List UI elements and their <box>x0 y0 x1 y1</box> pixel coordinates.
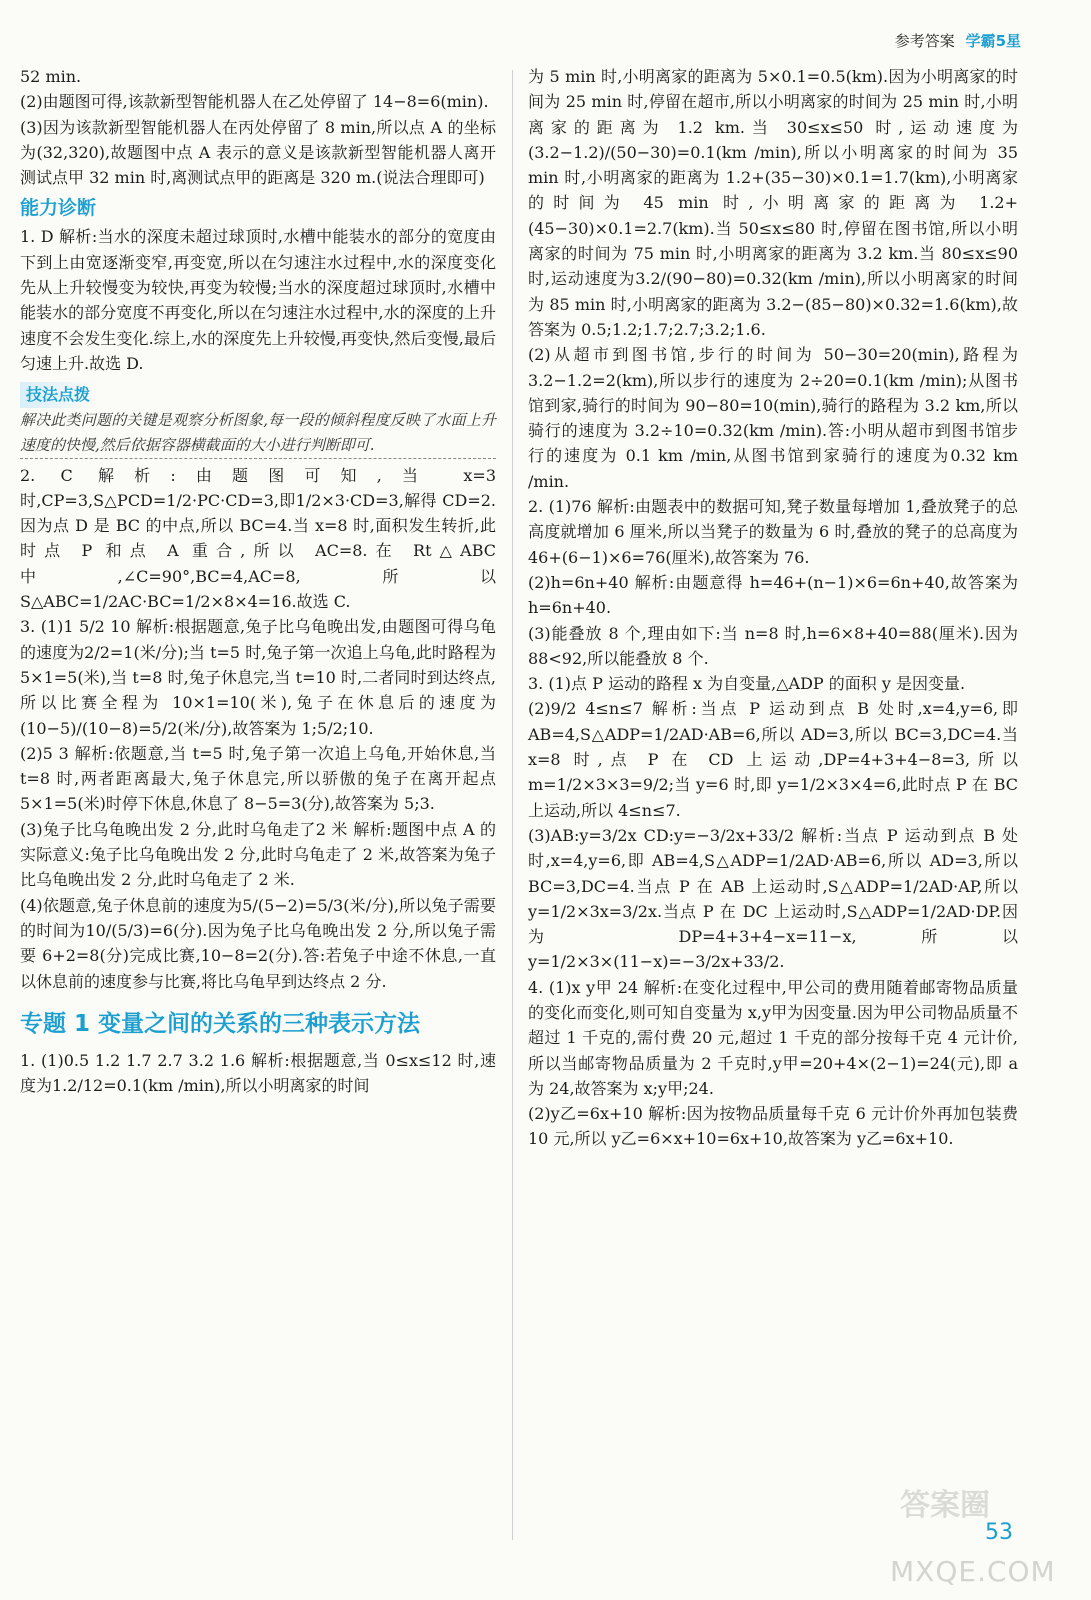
section-title: 能力诊断 <box>20 197 97 220</box>
answer-paragraph: (3)能叠放 8 个,理由如下:当 n=8 时,h=6×8+40=88(厘米).因为 88<92,所以能叠放 8 个. <box>528 623 1018 668</box>
answer-paragraph: 1. D 解析:当水的深度未超过球顶时,水槽中能装水的部分的宽度由下到上由宽逐渐变窄,再变宽,所以在匀速注水过程中,水的深度变化先从上升较慢变为较快,再变为较慢;当水的深度超过球顶时,水槽中能装水的部分宽度不再变化,所以在匀速注水过程中,水的深度的上升速度不会发生变化.综上,水的深度先上升较慢,再变快,然后变慢,最后匀速上升.故选 D. <box>20 227 496 373</box>
tip-text: 解决此类问题的关键是观察分析图象,每一段的倾斜程度反映了水面上升速度的快慢,然后依据容器横截面的大小进行判断即可. <box>20 408 496 459</box>
answer-paragraph: 2. (1)76 解析:由题表中的数据可知,凳子数量每增加 1,叠放凳子的总高度就增加 6 厘米,所以当凳子的数量为 6 时,叠放的凳子的总高度为 46+(6−1)×6=76(厘米),故答案为 76. <box>528 497 1018 567</box>
answer-paragraph: (2)5 3 解析:依题意,当 t=5 时,兔子第一次追上乌龟,开始休息,当 t=8 时,两者距离最大,兔子休息完,所以骄傲的兔子在离开起点 5×1=5(米)时停下休息,休息了 8−5=3(分),故答案为 5;3. <box>20 743 496 814</box>
watermark: 答案圈 <box>900 1488 990 1523</box>
topic-title: 专题 1 变量之间的关系的三种表示方法 <box>20 1010 421 1037</box>
answer-paragraph: 3. (1)1 5/2 10 解析:根据题意,兔子比乌龟晚出发,由题图可得乌龟的速度为2/2=1(米/分);当 t=5 时,兔子第一次追上乌龟,此时路程为 5×1=5(米),当 t=8 时,兔子休息完,当 t=10 时,二者同时到达终点,所以比赛全程为 10×1=10(米),兔子在休息后的速度为(10−5)/(10−8)=5/2(米/分),故答案为 1;5/2;10. <box>20 617 496 738</box>
answer-paragraph: 4. (1)x y甲 24 解析:在变化过程中,甲公司的费用随着邮寄物品质量的变化而变化,则可知自变量为 x,y甲为因变量.因为甲公司物品质量不超过 1 千克的,需付费 20 元,超过 1 千克的部分按每千克 4 元计价,所以当邮寄物品质量为 2 千克时,y甲=20+4×(2−1)=24(元),即 a 为 24,故答案为 x;y甲;24. <box>528 977 1018 1098</box>
answer-paragraph: (3)因为该款新型智能机器人在丙处停留了 8 min,所以点 A 的坐标为(32,320),故题图中点 A 表示的意义是该款新型智能机器人离开测试点甲 32 min 时,离测试点甲的距离是 320 m.(说法合理即可) <box>20 117 496 188</box>
answer-paragraph: 52 min. <box>20 67 82 86</box>
left-column <box>20 64 496 1098</box>
answer-paragraph: (2)y乙=6x+10 解析:因为按物品质量每千克 6 元计价外再加包装费 10 元,所以 y乙=6×x+10=6x+10,故答案为 y乙=6x+10. <box>528 1104 1018 1149</box>
answer-paragraph: 3. (1)点 P 运动的路程 x 为自变量,△ADP 的面积 y 是因变量. <box>528 674 966 694</box>
page-number: 53 <box>985 1520 1013 1545</box>
answer-paragraph: 2. C 解析:由题图可知,当 x=3 时,CP=3,S△PCD=1/2·PC·CD=3,即1/2×3·CD=3,解得 CD=2.因为点 D 是 BC 的中点,所以 BC=4.当 x=8 时,面积发生转折,此时点 P 和点 A 重合,所以 AC=8.在 Rt△ABC 中,∠C=90°,BC=4,AC=8,所以 S△ABC=1/2AC·BC=1/2×8×4=16.故选 C. <box>20 465 496 612</box>
watermark-url: MXQE.COM <box>890 1555 1056 1588</box>
page-header <box>895 30 1021 51</box>
answer-paragraph: (2)由题图可得,该款新型智能机器人在乙处停留了 14−8=6(min). <box>20 92 489 112</box>
column-divider <box>512 70 513 1540</box>
answer-paragraph: 为 5 min 时,小明离家的距离为 5×0.1=0.5(km).因为小明离家的时间为 25 min 时,停留在超市,所以小明离家的时间为 25 min 时,小明离家的距离为 1.2 km.当 30≤x≤50 时,运动速度为(3.2−1.2)/(50−30)=0.1(km /min),所以小明离家的时间为 35 min 时,小明离家的距离为 1.2+(35−30)×0.1=1.7(km),小明离家的时间为 45 min 时,小明离家的距离为 1.2+(45−30)×0.1=2.7(km).当 50≤x≤80 时,停留在图书馆,所以小明离家的时间为 75 min 时,小明离家的距离为 3.2 km.当 80≤x≤90 时,运动速度为3.2/(90−80)=0.32(km /min),所以小明离家的时间为 85 min 时,小明离家的距离为 3.2−(85−80)×0.32=1.6(km),故答案为 0.5;1.2;1.7;2.7;3.2;1.6. <box>528 67 1018 339</box>
answer-paragraph: (2)9/2 4≤n≤7 解析:当点 P 运动到点 B 处时,x=4,y=6,即 AB=4,S△ADP=1/2AD·AB=6,所以 AD=3,所以 BC=3,DC=4.当 x=8 时,点 P 在 CD 上运动,DP=4+3+4−8=3,所以 m=1/2×3×3=9/2;当 y=6 时,即 y=1/2×3×4=6,此时点 P 在 BC 上运动,所以 4≤n≤7. <box>528 699 1018 820</box>
answer-paragraph: (2)从超市到图书馆,步行的时间为 50−30=20(min),路程为 3.2−1.2=2(km),所以步行的速度为 2÷20=0.1(km /min);从图书馆到家,骑行的时间为 90−80=10(min),骑行的路程为 3.2 km,所以骑行的速度为 3.2÷10=0.32(km /min).答:小明从超市到图书馆步行的速度为 0.1 km /min,从图书馆到家骑行的速度为0.32 km /min. <box>528 345 1018 491</box>
brand-logo: 学霸5星 <box>965 32 1021 50</box>
answer-paragraph: (4)依题意,兔子休息前的速度为5/(5−2)=5/3(米/分),所以兔子需要的时间为10/(5/3)=6(分).因为兔子比乌龟晚出发 2 分,所以兔子需要 6+2=8(分)完成比赛,10−8=2(分).答:若兔子中途不休息,一直以休息前的速度参与比赛,将比乌龟早到达终点 2 分. <box>20 895 496 991</box>
answer-paragraph: 1. (1)0.5 1.2 1.7 2.7 3.2 1.6 解析:根据题意,当 0≤x≤12 时,速度为1.2/12=0.1(km /min),所以小明离家的时间 <box>20 1050 496 1096</box>
answer-paragraph: (3)兔子比乌龟晚出发 2 分,此时乌龟走了2 米 解析:题图中点 A 的实际意义:兔子比乌龟晚出发 2 分,此时乌龟走了 2 米,故答案为兔子比乌龟晚出发 2 分,此时乌龟走了 2 米. <box>20 819 496 890</box>
right-column <box>528 64 1018 1152</box>
tip-title: 技法点拨 <box>20 382 96 407</box>
answer-paragraph: (3)AB:y=3/2x CD:y=−3/2x+33/2 解析:当点 P 运动到点 B 处时,x=4,y=6,即 AB=4,S△ADP=1/2AD·AB=6,所以 AD=3,所以 BC=3,DC=4.当点 P 在 AB 上运动时,S△ADP=1/2AD·AP,所以 y=1/2×3x=3/2x.当点 P 在 DC 上运动时,S△ADP=1/2AD·DP.因为 DP=4+3+4−x=11−x,所以 y=1/2×3×(11−x)=−3/2x+33/2. <box>528 825 1018 972</box>
answer-paragraph: (2)h=6n+40 解析:由题意得 h=46+(n−1)×6=6n+40,故答案为 h=6n+40. <box>528 572 1018 618</box>
header-label: 参考答案 <box>894 32 955 50</box>
